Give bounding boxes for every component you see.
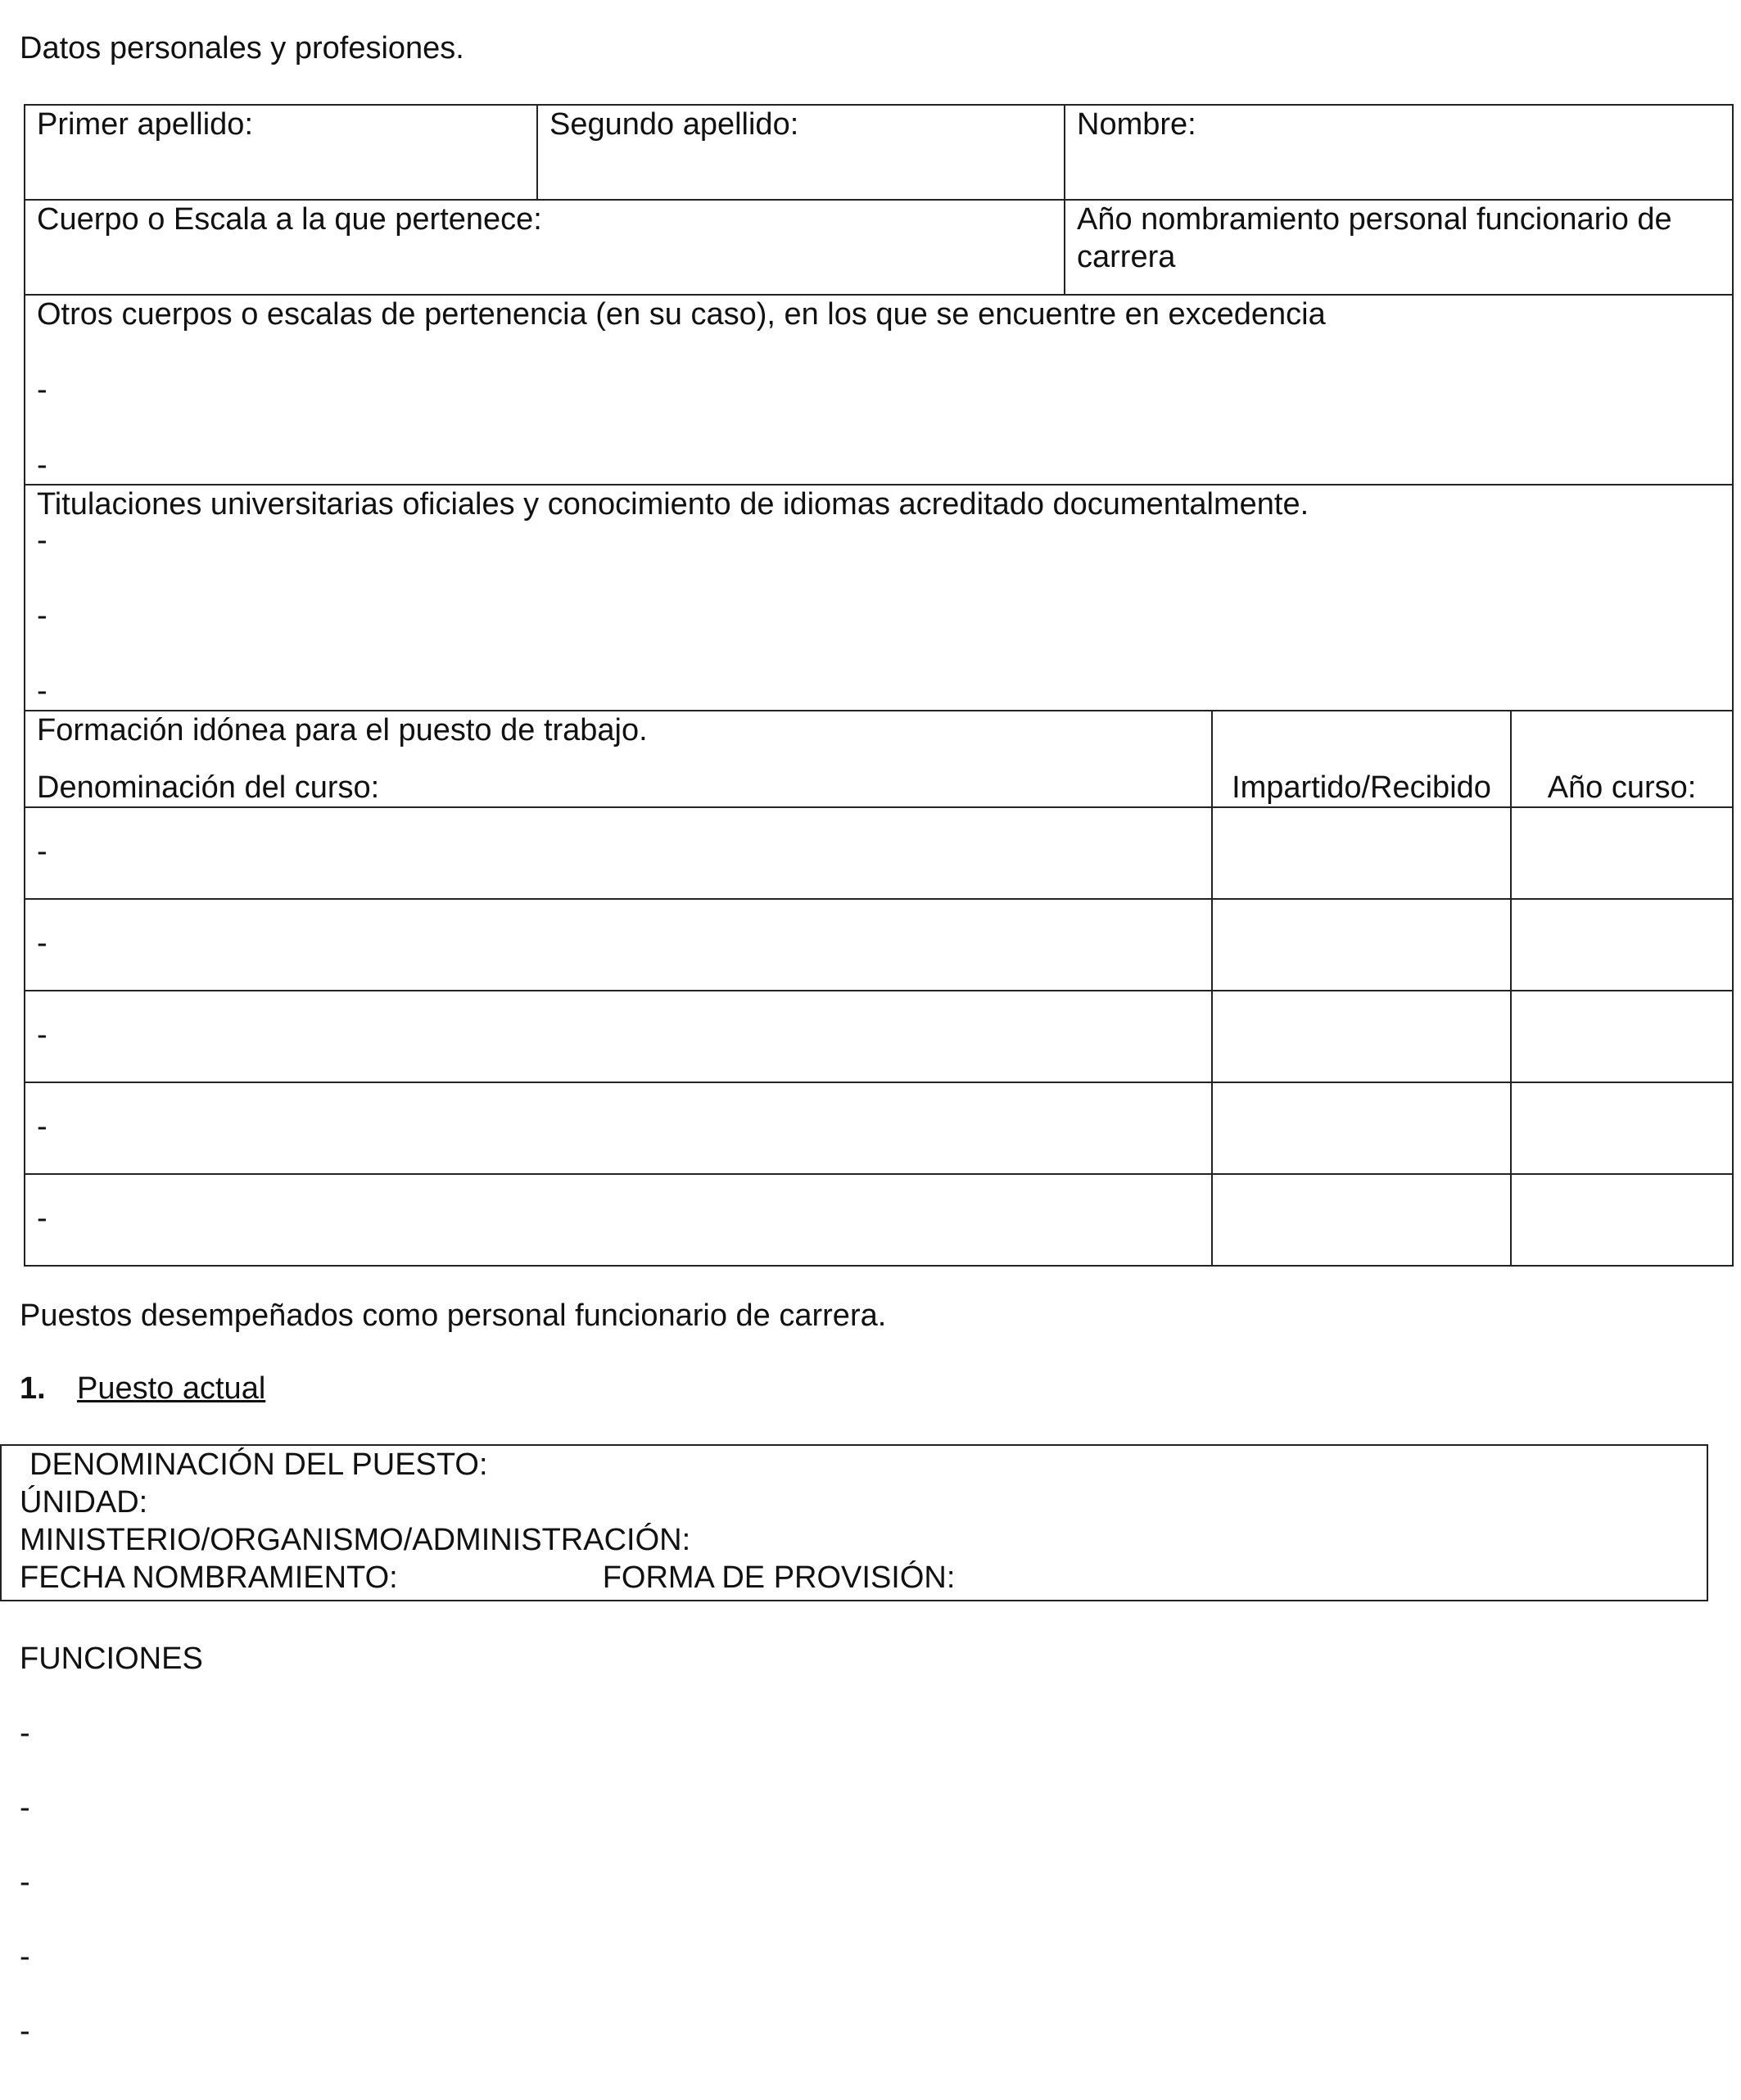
label-formacion: Formación idónea para el puesto de trabajo. <box>37 713 648 747</box>
otros-item: - <box>37 373 47 407</box>
puesto-actual-heading <box>20 1370 265 1407</box>
training-row <box>25 807 1733 899</box>
fecha-field[interactable]: FECHA NOMBRAMIENTO: <box>20 1560 398 1595</box>
training-course-cell[interactable] <box>25 1082 1212 1174</box>
ministerio-field[interactable]: MINISTERIO/ORGANISMO/ADMINISTRACIÓN: <box>20 1523 691 1557</box>
training-course-cell[interactable] <box>25 1174 1212 1266</box>
training-anio-cell[interactable] <box>1511 807 1733 899</box>
field-otros-cuerpos[interactable] <box>25 295 1733 485</box>
label-primer-apellido: Primer apellido: <box>37 107 253 142</box>
label-otros-cuerpos: Otros cuerpos o escalas de pertenencia (en su caso), en los que se encuentre en excedencia <box>37 297 1326 332</box>
training-header-curso <box>25 711 1212 807</box>
funciones-item[interactable]: - <box>20 1940 30 1974</box>
denominacion-field[interactable]: DENOMINACIÓN DEL PUESTO: <box>29 1447 488 1482</box>
puesto-number: 1. <box>20 1371 46 1406</box>
label-nombre: Nombre: <box>1077 107 1196 142</box>
training-course-value: - <box>37 1018 47 1052</box>
training-row <box>25 899 1733 991</box>
training-anio-cell[interactable] <box>1511 1082 1733 1174</box>
training-impartido-cell[interactable] <box>1212 807 1511 899</box>
funciones-item[interactable]: - <box>20 1716 30 1750</box>
training-header-impartido <box>1212 711 1511 807</box>
col-impartido-label: Impartido/Recibido <box>1232 770 1491 805</box>
titulaciones-item: - <box>37 674 47 708</box>
training-impartido-cell[interactable] <box>1212 991 1511 1082</box>
field-nombre[interactable] <box>1065 105 1733 200</box>
field-anio-nombramiento[interactable] <box>1065 200 1733 295</box>
unidad-field[interactable]: ÚNIDAD: <box>20 1485 148 1520</box>
training-anio-cell[interactable] <box>1511 899 1733 991</box>
funciones-item[interactable]: - <box>20 1791 30 1825</box>
section-heading-puestos: Puestos desempeñados como personal funcionario de carrera. <box>20 1298 887 1333</box>
label-cuerpo: Cuerpo o Escala a la que pertenece: <box>37 202 542 237</box>
col-anio-label: Año curso: <box>1547 770 1697 805</box>
training-impartido-cell[interactable] <box>1212 1082 1511 1174</box>
titulaciones-item: - <box>37 523 47 558</box>
field-segundo-apellido[interactable] <box>537 105 1065 200</box>
puesto-actual-box <box>0 1444 1708 1601</box>
training-impartido-cell[interactable] <box>1212 1174 1511 1266</box>
field-primer-apellido[interactable] <box>25 105 537 200</box>
training-course-value: - <box>37 1109 47 1144</box>
funciones-item[interactable]: - <box>20 1865 30 1899</box>
training-course-value: - <box>37 1201 47 1235</box>
otros-item: - <box>37 448 47 482</box>
training-course-value: - <box>37 926 47 960</box>
field-cuerpo[interactable] <box>25 200 1065 295</box>
forma-field[interactable]: FORMA DE PROVISIÓN: <box>602 1560 956 1595</box>
training-header-anio <box>1511 711 1733 807</box>
personal-data-table <box>24 104 1734 1267</box>
funciones-item[interactable]: - <box>20 2014 30 2048</box>
training-course-cell[interactable] <box>25 899 1212 991</box>
col-curso-label: Denominación del curso: <box>37 770 380 805</box>
training-impartido-cell[interactable] <box>1212 899 1511 991</box>
puesto-title: Puesto actual <box>77 1371 266 1406</box>
field-titulaciones[interactable] <box>25 485 1733 711</box>
titulaciones-item: - <box>37 598 47 633</box>
funciones-label: FUNCIONES <box>20 1642 203 1676</box>
training-anio-cell[interactable] <box>1511 1174 1733 1266</box>
label-anio-nombramiento: Año nombramiento personal funcionario de carrera <box>1077 202 1672 274</box>
label-titulaciones: Titulaciones universitarias oficiales y conocimiento de idiomas acreditado documentalmente. <box>37 487 1309 522</box>
training-row <box>25 1082 1733 1174</box>
training-course-value: - <box>37 834 47 869</box>
training-row <box>25 1174 1733 1266</box>
training-row <box>25 991 1733 1082</box>
label-segundo-apellido: Segundo apellido: <box>549 107 799 142</box>
fecha-forma-row <box>20 1559 1707 1596</box>
training-course-cell[interactable] <box>25 991 1212 1082</box>
section-heading-datos: Datos personales y profesiones. <box>20 31 464 65</box>
training-anio-cell[interactable] <box>1511 991 1733 1082</box>
training-course-cell[interactable] <box>25 807 1212 899</box>
